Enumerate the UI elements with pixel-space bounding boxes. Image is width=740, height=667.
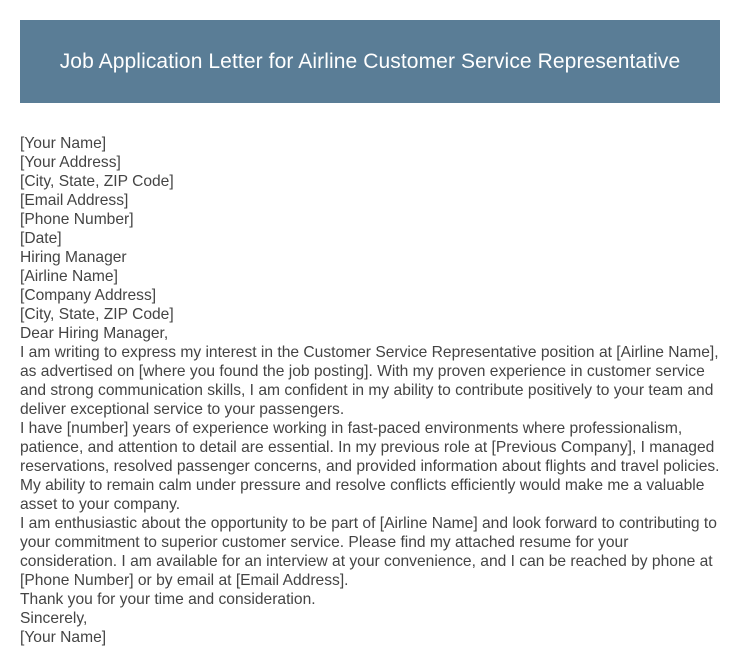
title-banner	[20, 20, 720, 103]
paragraph-closing: I am enthusiastic about the opportunity to be part of [Airline Name] and look forward to contributing to your commitment to superior customer service. Please find my attached resume for your consideration. I am available for an interview at your convenience, and I can be reached by phone at [Phone Number] or by email at [Email Address].	[20, 515, 717, 589]
recipient-city-state-zip: [City, State, ZIP Code]	[20, 306, 174, 323]
recipient-company-address: [Company Address]	[20, 287, 157, 304]
paragraph-intro: I am writing to express my interest in the Customer Service Representative position at [Airline Name], as advertised on [where you found the job posting]. With my proven experience in customer service and strong communication skills, I am confident in my ability to contribute positively to your team and deliver exceptional service to your passengers.	[20, 344, 719, 418]
sender-email: [Email Address]	[20, 192, 129, 209]
recipient-airline: [Airline Name]	[20, 268, 118, 285]
signoff: Sincerely,	[20, 610, 88, 627]
page-title: Job Application Letter for Airline Customer Service Representative	[59, 49, 681, 73]
sender-city-state-zip: [City, State, ZIP Code]	[20, 173, 174, 190]
salutation: Dear Hiring Manager,	[20, 325, 169, 342]
letter-body	[20, 134, 726, 647]
sender-address: [Your Address]	[20, 154, 121, 171]
sender-phone: [Phone Number]	[20, 211, 134, 228]
paragraph-experience: I have [number] years of experience working in fast-paced environments where professionalism, patience, and attention to detail are essential. In my previous role at [Previous Company], I managed reservations, resolved passenger concerns, and provided information about flights and travel policies. My ability to remain calm under pressure and resolve conflicts efficiently would make me a valuable asset to your company.	[20, 420, 720, 513]
signature-name: [Your Name]	[20, 629, 107, 646]
recipient-title: Hiring Manager	[20, 249, 127, 266]
letter-date: [Date]	[20, 230, 62, 247]
thanks-line: Thank you for your time and consideration.	[20, 591, 316, 608]
sender-name: [Your Name]	[20, 135, 107, 152]
